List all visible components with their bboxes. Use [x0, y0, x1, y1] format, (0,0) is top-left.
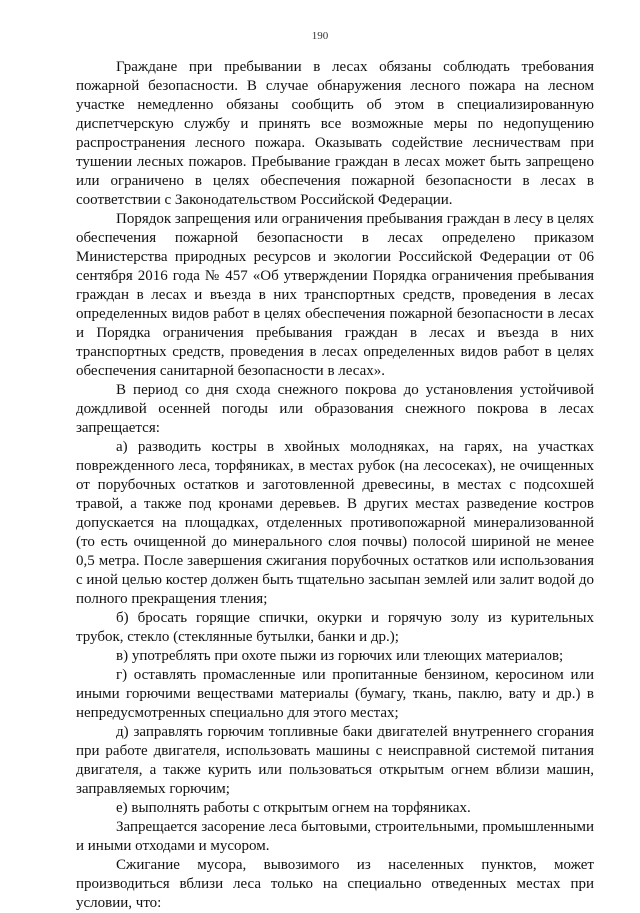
paragraph-prohibitions-intro: В период со дня схода снежного покрова до установления устойчивой дождливой осенней погоды или образования снежного покрова в лесах запрещается: [76, 382, 594, 436]
list-item-e: е) выполнять работы с открытым огнем на торфяниках. [116, 800, 471, 816]
paragraph-citizens-obligations: Граждане при пребывании в лесах обязаны соблюдать требования пожарной безопасности. В случае обнаружения лесного пожара на лесном участке немедленно обязаны сообщить об этом в специализированную диспетчерскую службу и принять все возможные меры по недопущению распространения лесного пожара. Оказывать содействие лесничествам при тушении лесных пожаров. Пребывание граждан в лесах может быть запрещено или ограничено в целях обеспечения пожарной безопасности в лесах в соответствии с Законодательством Российской Федерации. [76, 59, 594, 208]
list-item-d: д) заправлять горючим топливные баки двигателей внутреннего сгорания при работе двигателя, использовать машины с неисправной системой питания двигателя, а также курить или пользоваться открытым огнем вблизи машин, заправляемых горючим; [76, 724, 594, 797]
paragraph-littering-ban: Запрещается засорение леса бытовыми, строительными, промышленными и иными отходами и мусором. [76, 819, 594, 854]
list-item-b: б) бросать горящие спички, окурки и горячую золу из курительных трубок, стекло (стеклянные бутылки, банки и др.); [76, 610, 594, 645]
paragraph-restriction-order: Порядок запрещения или ограничения пребывания граждан в лесу в целях обеспечения пожарной безопасности в лесах определено приказом Министерства природных ресурсов и экологии Российской Федерации от 06 сентября 2016 года № 457 «Об утверждении Порядка ограничения пребывания граждан в лесах и въезда в них транспортных средств, проведения в лесах определенных видов работ в целях обеспечения пожарной безопасности в лесах и Порядка ограничения пребывания граждан в лесах и въезда в них транспортных средств, проведения в лесах определенных видов работ в целях обеспечения санитарной безопасности в лесах». [76, 211, 594, 379]
paragraph-waste-burning: Сжигание мусора, вывозимого из населенных пунктов, может производиться вблизи леса только на специально отведенных местах при условии, что: [76, 857, 594, 911]
document-body [76, 58, 594, 913]
page-number: 190 [311, 30, 329, 42]
list-item-g: г) оставлять промасленные или пропитанные бензином, керосином или иными горючими веществами материалы (бумагу, ткань, паклю, вату и др.) в непредусмотренных специально для этого местах; [76, 667, 594, 721]
list-item-a: а) разводить костры в хвойных молодняках, на гарях, на участках поврежденного леса, торфяниках, в местах рубок (на лесосеках), не очищенных от порубочных остатков и заготовленной древесины, в местах с подсохшей травой, а также под кронами деревьев. В других местах разведение костров допускается на площадках, отделенных противопожарной минерализованной (то есть очищенной до минерального слоя почвы) полосой шириной не менее 0,5 метра. После завершения сжигания порубочных остатков или использования с иной целью костер должен быть тщательно засыпан землей или залит водой до полного прекращения тления; [76, 439, 594, 607]
list-item-v: в) употреблять при охоте пыжи из горючих или тлеющих материалов; [116, 648, 564, 664]
